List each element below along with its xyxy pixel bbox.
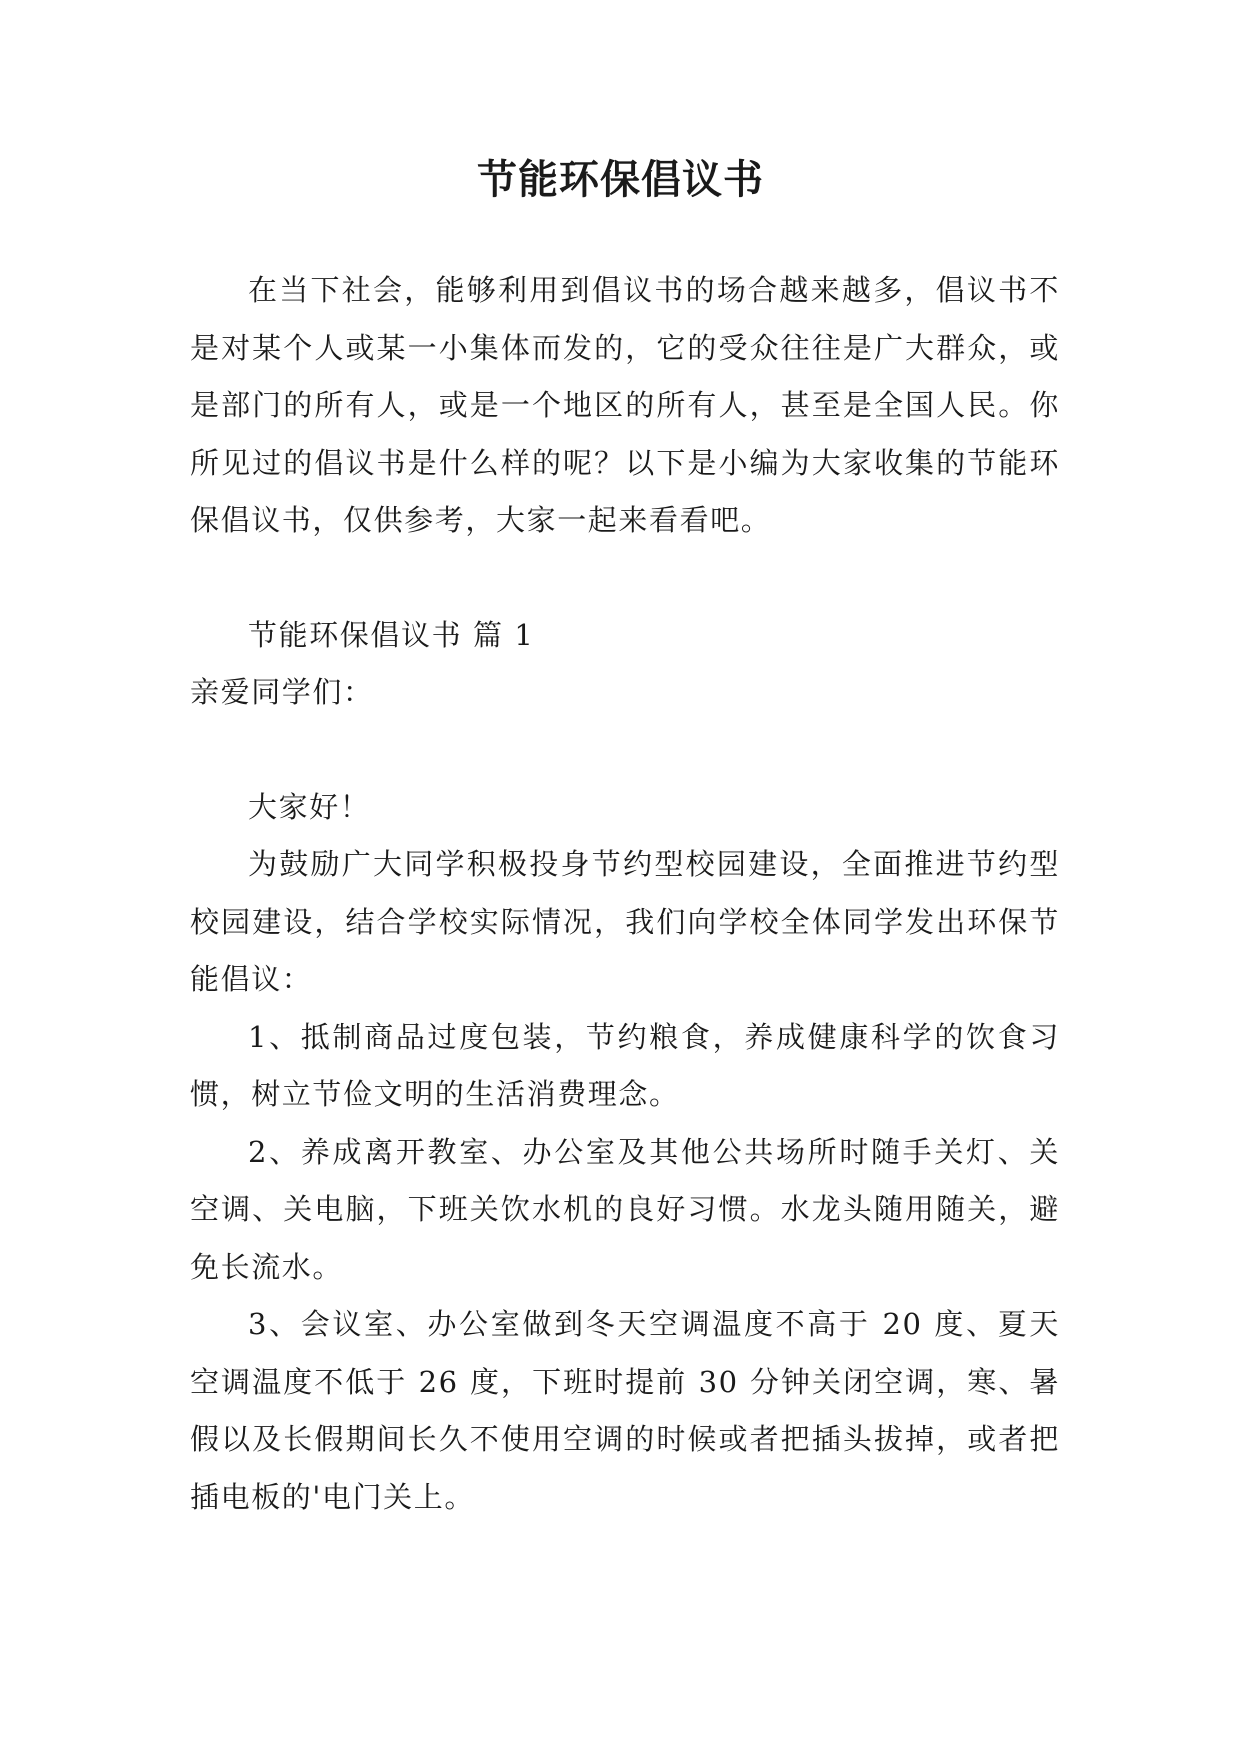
body-paragraph: 2、养成离开教室、办公室及其他公共场所时随手关灯、关空调、关电脑，下班关饮水机的良好习惯。水龙头随用随关，避免长流水。	[190, 1134, 1060, 1284]
spacer	[190, 722, 1060, 779]
spacer	[190, 550, 1060, 607]
body-paragraph: 为鼓励广大同学积极投身节约型校园建设，全面推进节约型校园建设，结合学校实际情况，我们向学校全体同学发出环保节能倡议：	[190, 847, 1060, 996]
salutation: 亲爱同学们：	[190, 675, 374, 709]
section-heading: 节能环保倡议书 篇 1	[248, 617, 535, 652]
greeting: 大家好！	[248, 789, 371, 824]
body-paragraph: 3、会议室、办公室做到冬天空调温度不高于 20 度、夏天空调温度不低于 26 度，下班时提前 30 分钟关闭空调，寒、暑假以及长假期间长久不使用空调的时候或者把插头拔掉，或者把插电板的'电门关上。	[190, 1307, 1060, 1514]
document-title: 节能环保倡议书	[477, 157, 764, 203]
intro-paragraph: 在当下社会，能够利用到倡议书的场合越来越多，倡议书不是对某个人或某一小集体而发的，它的受众往往是广大群众，或是部门的所有人，或是一个地区的所有人，甚至是全国人民。你所见过的倡议书是什么样的呢？以下是小编为大家收集的节能环保倡议书，仅供参考，大家一起来看看吧。	[190, 273, 1060, 537]
body-paragraph: 1、抵制商品过度包装，节约粮食，养成健康科学的饮食习惯，树立节俭文明的生活消费理念。	[190, 1019, 1060, 1111]
document-body	[190, 262, 1060, 1526]
